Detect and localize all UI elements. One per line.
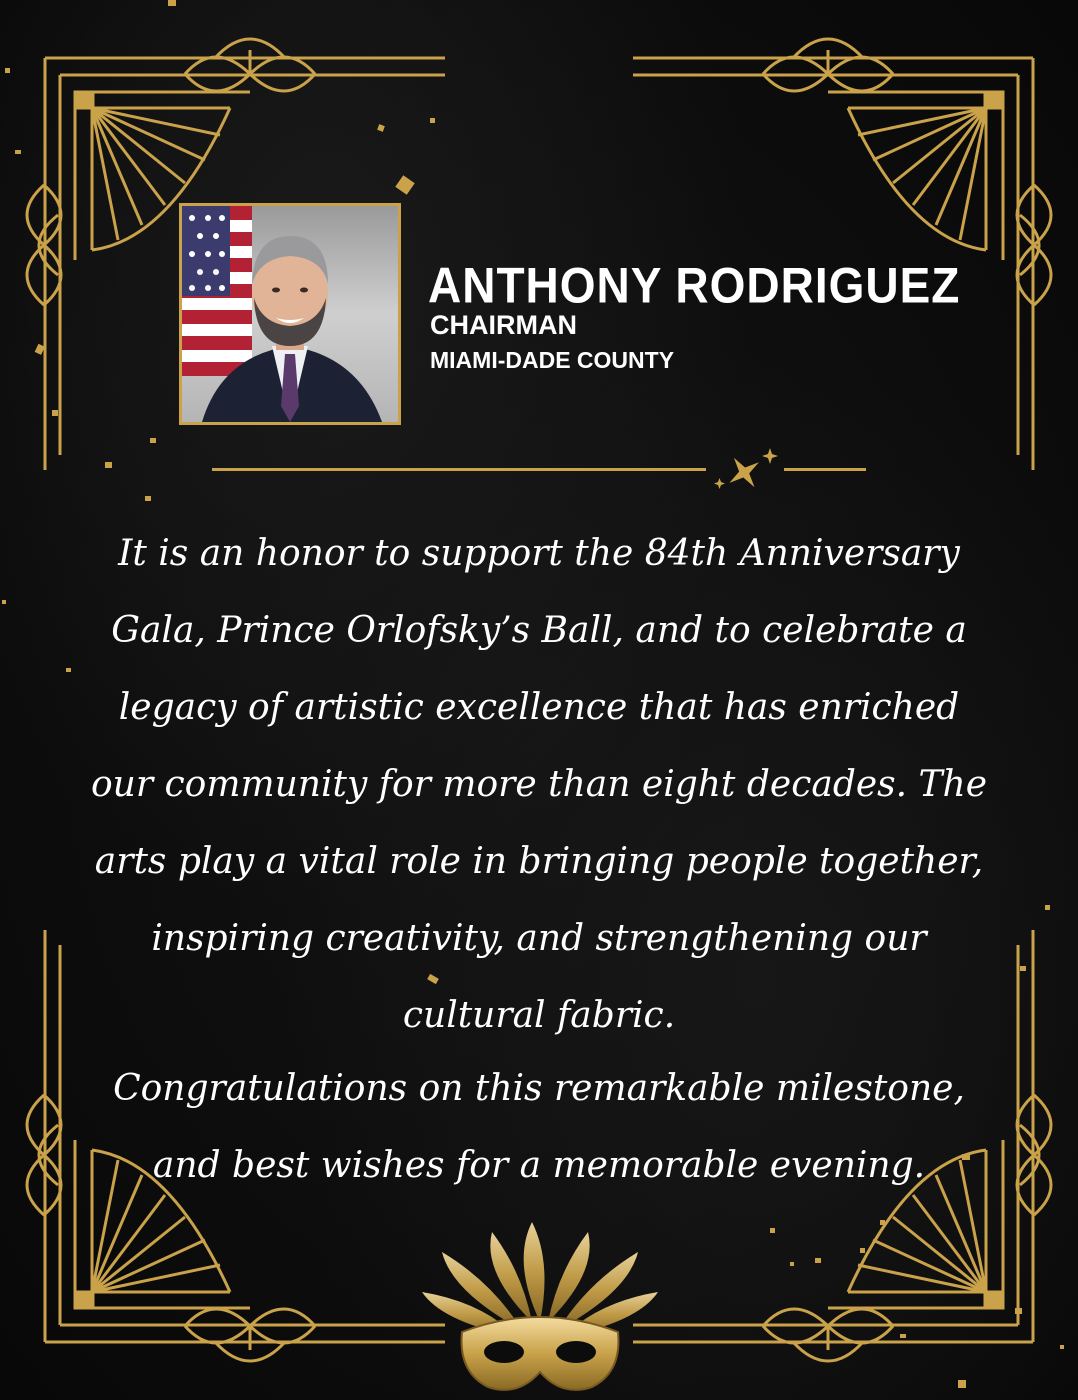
portrait-photo	[179, 203, 401, 425]
masquerade-mask-icon	[422, 1222, 658, 1400]
american-flag	[182, 206, 252, 376]
sparkle-icon	[710, 448, 780, 494]
corner-ornament-top-right	[633, 39, 1051, 470]
person-name: ANTHONY RODRIGUEZ	[428, 257, 961, 314]
person-organization: MIAMI-DADE COUNTY	[430, 347, 675, 373]
closing-message: Congratulations on this remarkable milestone, and best wishes for a memorable evening.	[113, 1068, 965, 1186]
divider-line	[212, 468, 706, 471]
person-title: CHAIRMAN	[430, 310, 577, 340]
divider-line-short	[784, 468, 866, 471]
tribute-message: It is an honor to support the 84th Anniversary Gala, Prince Orlofsky’s Ball, and to celebrate a legacy of artistic excellence that has enriched our community for more than eight decades. The arts play a vital role in bringing people together, inspiring creativity, and strengthening our cultural fabric.	[90, 533, 988, 1036]
